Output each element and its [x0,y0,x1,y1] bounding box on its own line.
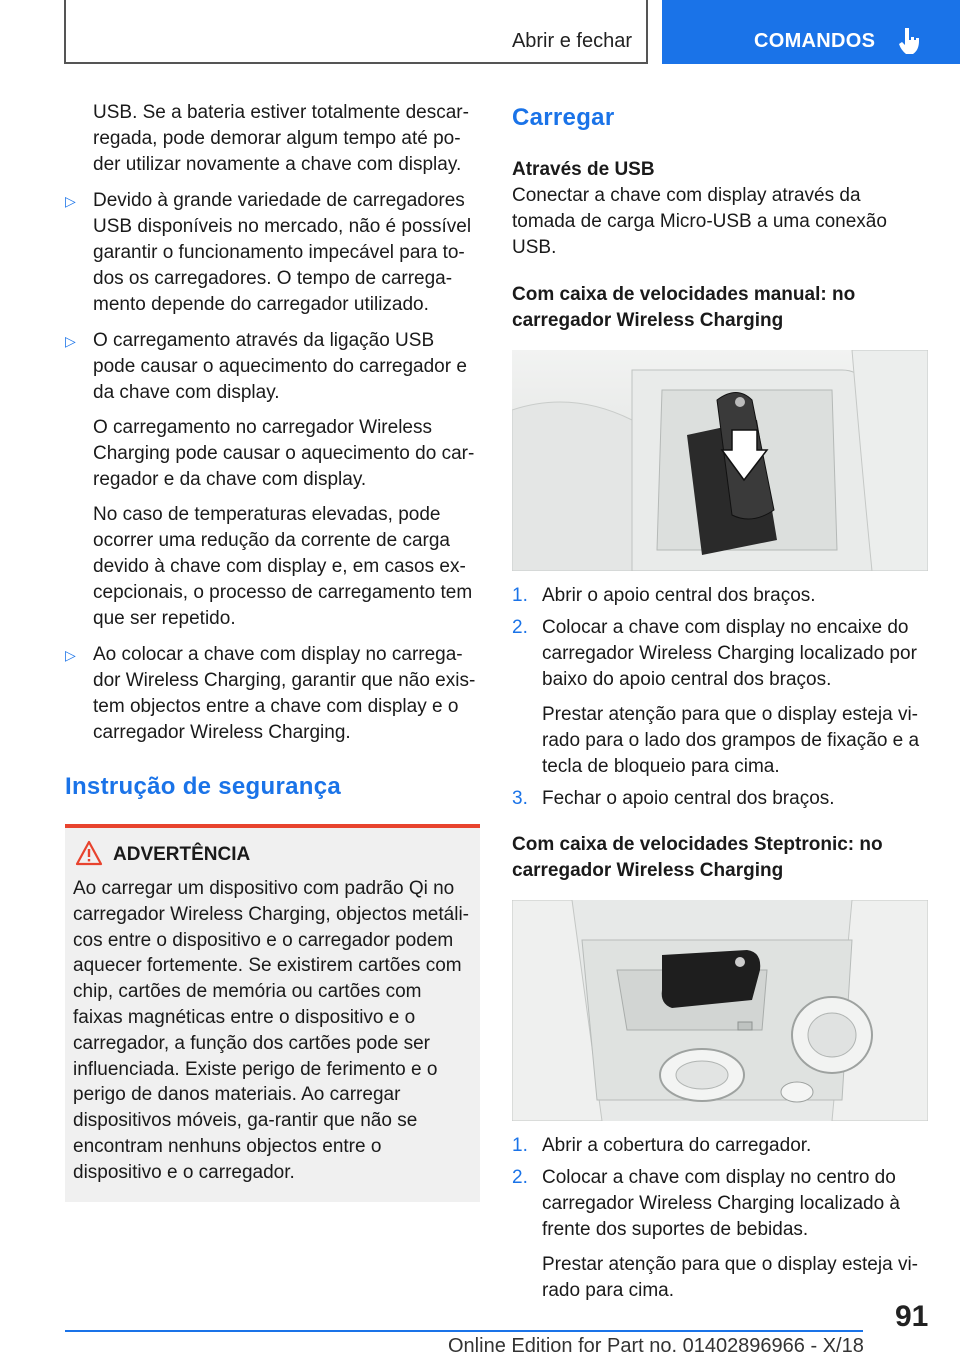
footer-edition: Online Edition for Part no. 01402896966 - X/18 [448,1335,864,1357]
steptronic-step [512,1165,928,1304]
header-section-title: Abrir e fechar [511,30,632,52]
header-chapter-tab [662,0,960,64]
header-section-box [64,0,648,64]
bullet-item [65,188,480,318]
step-text: Abrir a cobertura do carregador. [542,1135,812,1156]
step-number: 1. [512,1135,528,1156]
bullet-text: O carregamento através da ligação USB pode causar o aquecimento do carregador e da chave com display. [93,330,467,403]
triangle-bullet-icon: ▷ [65,193,76,209]
console-charger-drawing [512,900,928,1121]
warning-title: ADVERTÊNCIA [113,844,251,865]
usb-heading: Através de USB [512,159,655,180]
step-text: Colocar a chave com display no encaixe do carregador Wireless Charging localizado por baixo do apoio central dos braços. [542,617,917,690]
manual-step [512,583,928,609]
bullet-text: Devido à grande variedade de carregadores USB disponíveis no mercado, não é possível garantir o funcionamento impecável para to-dos os carregadores. O tempo de carrega-mento depende do carregador utilizado. [93,190,472,315]
bullet-item [65,642,480,746]
warning-text: Ao carregar um dispositivo com padrão Qi no carregador Wireless Charging, objectos metáli-cos entre o dispositivo e o carregador podem aquecer fortemente. Se existirem cartões com chip, cartões de memória ou cartões com faixas magnéticas entre o dispositivo e o carregador, a função dos cartões pode ser influenciada. Existe perigo de ferimento e o perigo de danos materiais. Ao carregar dispositivos móveis, ga-rantir que não se encontram nenhuns objectos entre o dispositivo e o carregador. [73,878,469,1183]
bullet-text: Ao colocar a chave com display no carrega-dor Wireless Charging, garantir que não exis-tem objectos entre a chave com display e o carregador Wireless Charging. [93,644,476,743]
usb-text: Conectar a chave com display através da tomada de carga Micro-USB a uma conexão USB. [512,185,887,258]
warning-box [65,824,480,1202]
armrest-charger-illustration [512,350,928,571]
pointing-hand-icon [896,26,922,54]
intro-paragraph: USB. Se a bateria estiver totalmente descar-regada, pode demorar algum tempo até po-der utilizar novamente a chave com display. [93,102,469,175]
console-charger-illustration [512,900,928,1121]
manual-step [512,615,928,780]
steptronic-step [512,1133,928,1159]
step-number: 3. [512,788,528,809]
charging-heading: Carregar [512,104,615,131]
manual-heading: Com caixa de velocidades manual: no carregador Wireless Charging [512,284,856,331]
right-column [512,103,928,1304]
manual-step [512,786,928,812]
step-note: Prestar atenção para que o display esteja vi-rado para cima. [542,1254,918,1301]
triangle-bullet-icon: ▷ [65,333,76,349]
footer-divider [65,1330,863,1332]
step-number: 1. [512,585,528,606]
bullet-item [65,328,480,632]
armrest-charger-drawing [512,350,928,571]
steptronic-heading: Com caixa de velocidades Steptronic: no carregador Wireless Charging [512,834,883,881]
triangle-bullet-icon: ▷ [65,647,76,663]
step-text: Fechar o apoio central dos braços. [542,788,835,809]
header-chapter-title: COMANDOS [754,30,876,52]
step-number: 2. [512,1167,528,1188]
step-note: Prestar atenção para que o display esteja vi-rado para o lado dos grampos de fixação e a tecla de bloqueio para cima. [542,704,920,777]
left-column [65,100,480,1202]
bullet-subparagraph: O carregamento no carregador Wireless Charging pode causar o aquecimento do car-regador e da chave com display. [93,417,475,490]
step-text: Colocar a chave com display no centro do carregador Wireless Charging localizado à frente dos suportes de bebidas. [542,1167,901,1240]
warning-triangle-icon [75,840,103,866]
bullet-subparagraph: No caso de temperaturas elevadas, pode ocorrer uma redução da corrente de carga devido à chave com display e, em casos ex-cepcionais, o processo de carregamento tem que ser repetido. [93,504,473,629]
step-text: Abrir o apoio central dos braços. [542,585,816,606]
safety-heading: Instrução de segurança [65,773,342,800]
step-number: 2. [512,617,528,638]
page-number: 91 [895,1300,929,1333]
warning-title-row [73,842,472,868]
